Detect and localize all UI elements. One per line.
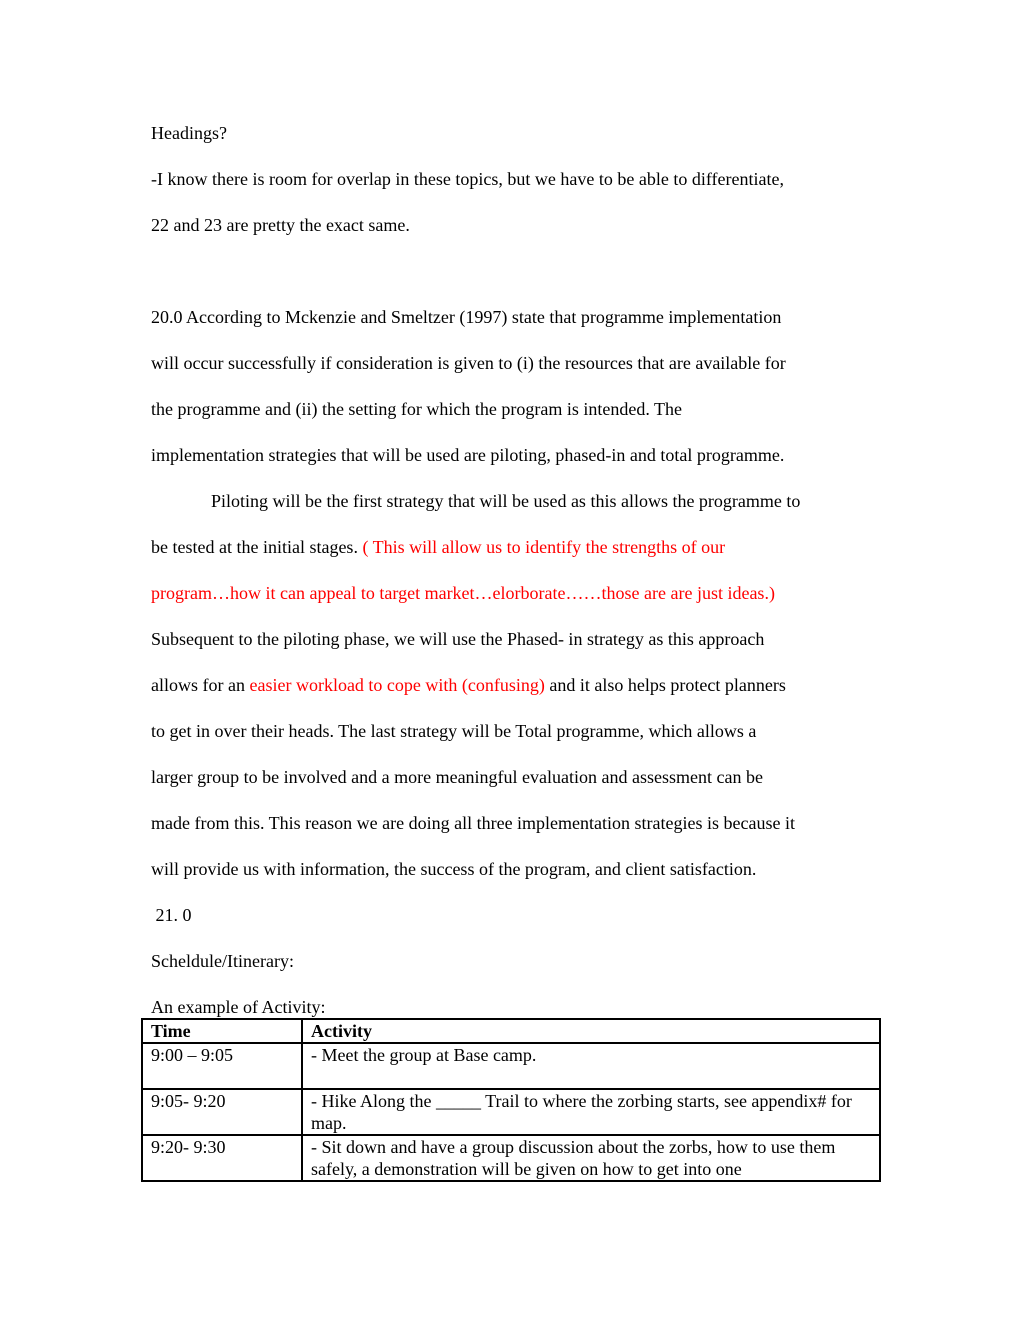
paragraph-2-line-5-start: allows for an (151, 675, 250, 695)
schedule-table (141, 1018, 881, 1182)
section-20-line-3: the programme and (ii) the setting for which the program is intended. The (151, 399, 683, 419)
paragraph-2-line-5-end: and it also helps protect planners (544, 675, 786, 695)
red-inline-comment: easier workload to cope with (confusing) (249, 675, 545, 695)
paragraph-2-line-2 (151, 536, 725, 558)
header-time: Time (142, 1019, 302, 1043)
row-activity: - Meet the group at Base camp. (302, 1043, 880, 1089)
section-20-line-1: 20.0 According to Mckenzie and Smeltzer (1997) state that programme implementation (151, 307, 782, 327)
red-comment: ( This will allow us to identify the strengths of our (362, 537, 726, 557)
headings-note: Headings? (151, 123, 227, 143)
paragraph-2-line-2-text: be tested at the initial stages. (151, 537, 363, 557)
paragraph-2-line-7: larger group to be involved and a more meaningful evaluation and assessment can be (151, 767, 763, 787)
table-header-row (142, 1019, 880, 1043)
section-21-number: 21. 0 (151, 905, 192, 925)
comment-line-1: -I know there is room for overlap in these topics, but we have to be able to differentiate, (151, 169, 784, 189)
row-time: 9:00 – 9:05 (142, 1043, 302, 1089)
paragraph-2-line-1: Piloting will be the first strategy that will be used as this allows the programme to (211, 491, 801, 511)
paragraph-2-line-5 (151, 674, 786, 696)
row-activity: - Sit down and have a group discussion about the zorbs, how to use them safely, a demonstration will be given on how to get into one (302, 1135, 880, 1181)
section-20-line-2: will occur successfully if consideration is given to (i) the resources that are available for (151, 353, 786, 373)
paragraph-2-line-6: to get in over their heads. The last strategy will be Total programme, which allows a (151, 721, 757, 741)
comment-line-2: 22 and 23 are pretty the exact same. (151, 215, 410, 235)
schedule-label: Scheldule/Itinerary: (151, 951, 294, 971)
example-label: An example of Activity: (151, 997, 326, 1017)
section-20-line-4: implementation strategies that will be used are piloting, phased-in and total programme. (151, 445, 785, 465)
paragraph-2-line-4: Subsequent to the piloting phase, we will use the Phased- in strategy as this approach (151, 629, 765, 649)
table-row (142, 1135, 880, 1181)
row-activity: - Hike Along the _____ Trail to where the zorbing starts, see appendix# for map. (302, 1089, 880, 1135)
red-comment-continued: program…how it can appeal to target market…elorborate……those are are just ideas.) (151, 583, 775, 603)
row-time: 9:20- 9:30 (142, 1135, 302, 1181)
paragraph-2-line-8: made from this. This reason we are doing all three implementation strategies is because it (151, 813, 795, 833)
table-row (142, 1089, 880, 1135)
paragraph-2-line-9: will provide us with information, the success of the program, and client satisfaction. (151, 859, 757, 879)
row-time: 9:05- 9:20 (142, 1089, 302, 1135)
table-row (142, 1043, 880, 1089)
header-activity: Activity (302, 1019, 880, 1043)
